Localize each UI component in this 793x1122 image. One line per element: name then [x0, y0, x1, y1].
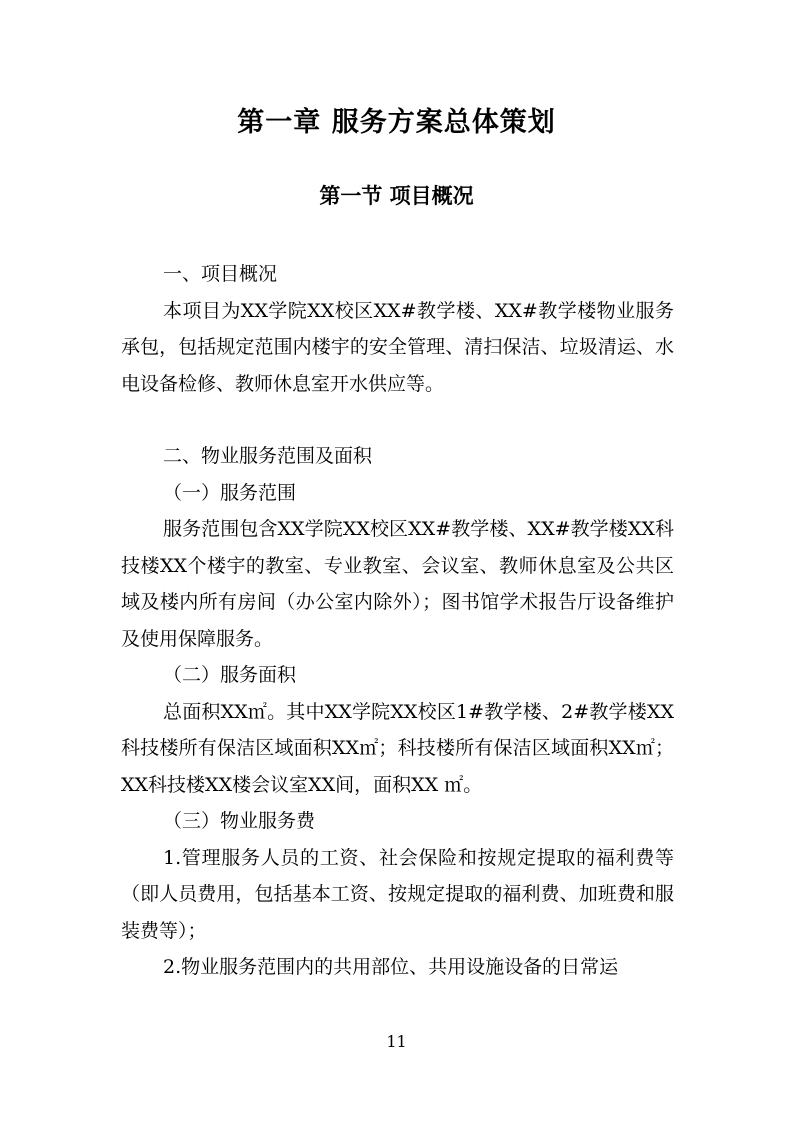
- list-item-fee-2: 2.物业服务范围内的共用部位、共用设施设备的日常运: [163, 956, 619, 978]
- heading-project-overview: 一、项目概况: [163, 263, 278, 285]
- section-title: 第一节 项目概况: [319, 184, 474, 208]
- body-text: [121, 256, 674, 986]
- page-number: 11: [386, 1032, 407, 1051]
- paragraph-service-scope: 服务范围包含XX学院XX校区XX#教学楼、XX#教学楼XX科技楼XX个楼宇的教室、专业教室、会议室、教师休息室及公共区域及楼内所有房间（办公室内除外）；图书馆学术报告厅设备维护及使用保障服务。: [121, 518, 674, 650]
- heading-service-scope-area: 二、物业服务范围及面积: [163, 445, 373, 467]
- subheading-service-scope: （一）服务范围: [163, 481, 297, 504]
- subheading-service-area: （二）服务面积: [163, 664, 297, 686]
- paragraph-project-description: 本项目为XX学院XX校区XX#教学楼、XX#教学楼物业服务承包，包括规定范围内楼宇的安全管理、清扫保洁、垃圾清运、水电设备检修、教师休息室开水供应等。: [121, 299, 674, 395]
- subheading-service-fee: （三）物业服务费: [163, 810, 316, 832]
- chapter-title: 第一章 服务方案总体策划: [237, 107, 556, 138]
- list-item-fee-1: 1.管理服务人员的工资、社会保险和按规定提取的福利费等（即人员费用，包括基本工资、按规定提取的福利费、加班费和服装费等）；: [121, 846, 674, 942]
- paragraph-service-area: 总面积XX㎡。其中XX学院XX校区1#教学楼、2#教学楼XX科技楼所有保洁区域面积XX㎡；科技楼所有保洁区域面积XX㎡；XX科技楼XX楼会议室XX间，面积XX ㎡。: [121, 700, 674, 796]
